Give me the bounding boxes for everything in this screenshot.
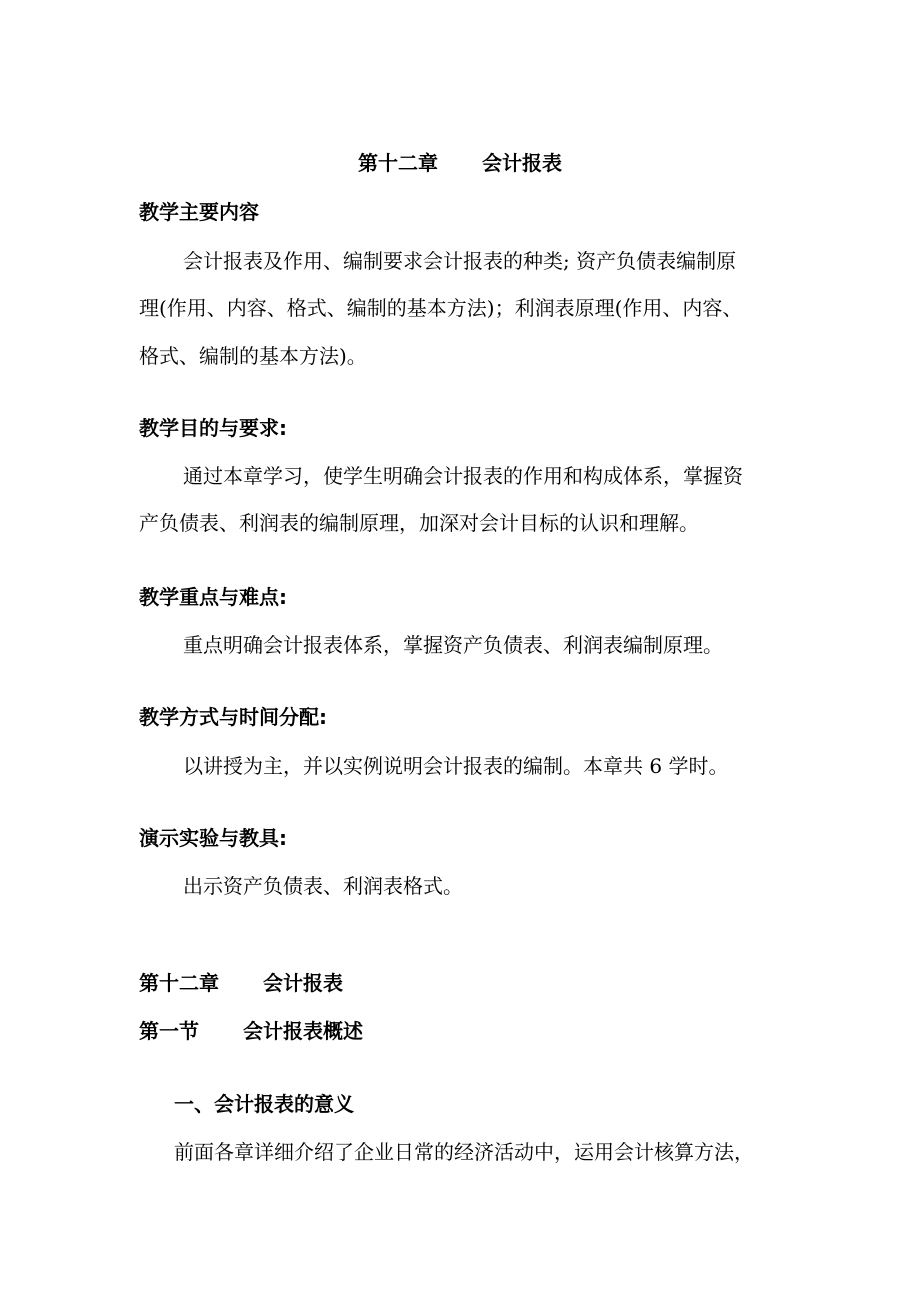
chapter-number: 第十二章 xyxy=(139,971,219,995)
paragraph-line: 以讲授为主，并以实例说明会计报表的编制。本章共 6 学时。 xyxy=(183,754,729,778)
paragraph-line: 会计报表及作用、编制要求会计报表的种类; 资产负债表编制原 xyxy=(183,249,737,273)
section-title xyxy=(139,1019,363,1043)
chapter-name: 会计报表 xyxy=(263,971,343,995)
paragraph-line: 通过本章学习，使学生明确会计报表的作用和构成体系，掌握资 xyxy=(183,464,743,488)
paragraph-line: 产负债表、利润表的编制原理，加深对会计目标的认识和理解。 xyxy=(139,511,699,535)
section-heading: 教学目的与要求: xyxy=(139,416,287,440)
paragraph-line: 理(作用、内容、格式、编制的基本方法)；利润表原理(作用、内容、 xyxy=(139,296,743,320)
section-heading: 教学主要内容 xyxy=(139,200,259,224)
chapter-heading xyxy=(139,971,343,995)
section-number: 第一节 xyxy=(139,1019,199,1043)
section-heading: 教学重点与难点: xyxy=(139,585,287,609)
paragraph-line: 前面各章详细介绍了企业日常的经济活动中，运用会计核算方法， xyxy=(174,1140,754,1164)
title-name: 会计报表 xyxy=(482,151,562,175)
section-name: 会计报表概述 xyxy=(243,1019,363,1043)
section-heading: 教学方式与时间分配: xyxy=(139,705,327,729)
subsection-heading: 一、会计报表的意义 xyxy=(174,1092,354,1116)
paragraph-line: 出示资产负债表、利润表格式。 xyxy=(183,874,463,898)
title-chapter: 第十二章 xyxy=(358,151,438,175)
section-heading: 演示实验与教具: xyxy=(139,826,287,850)
page-title xyxy=(0,151,920,175)
paragraph-line: 重点明确会计报表体系，掌握资产负债表、利润表编制原理。 xyxy=(183,633,723,657)
paragraph-line: 格式、编制的基本方法)。 xyxy=(139,344,367,368)
